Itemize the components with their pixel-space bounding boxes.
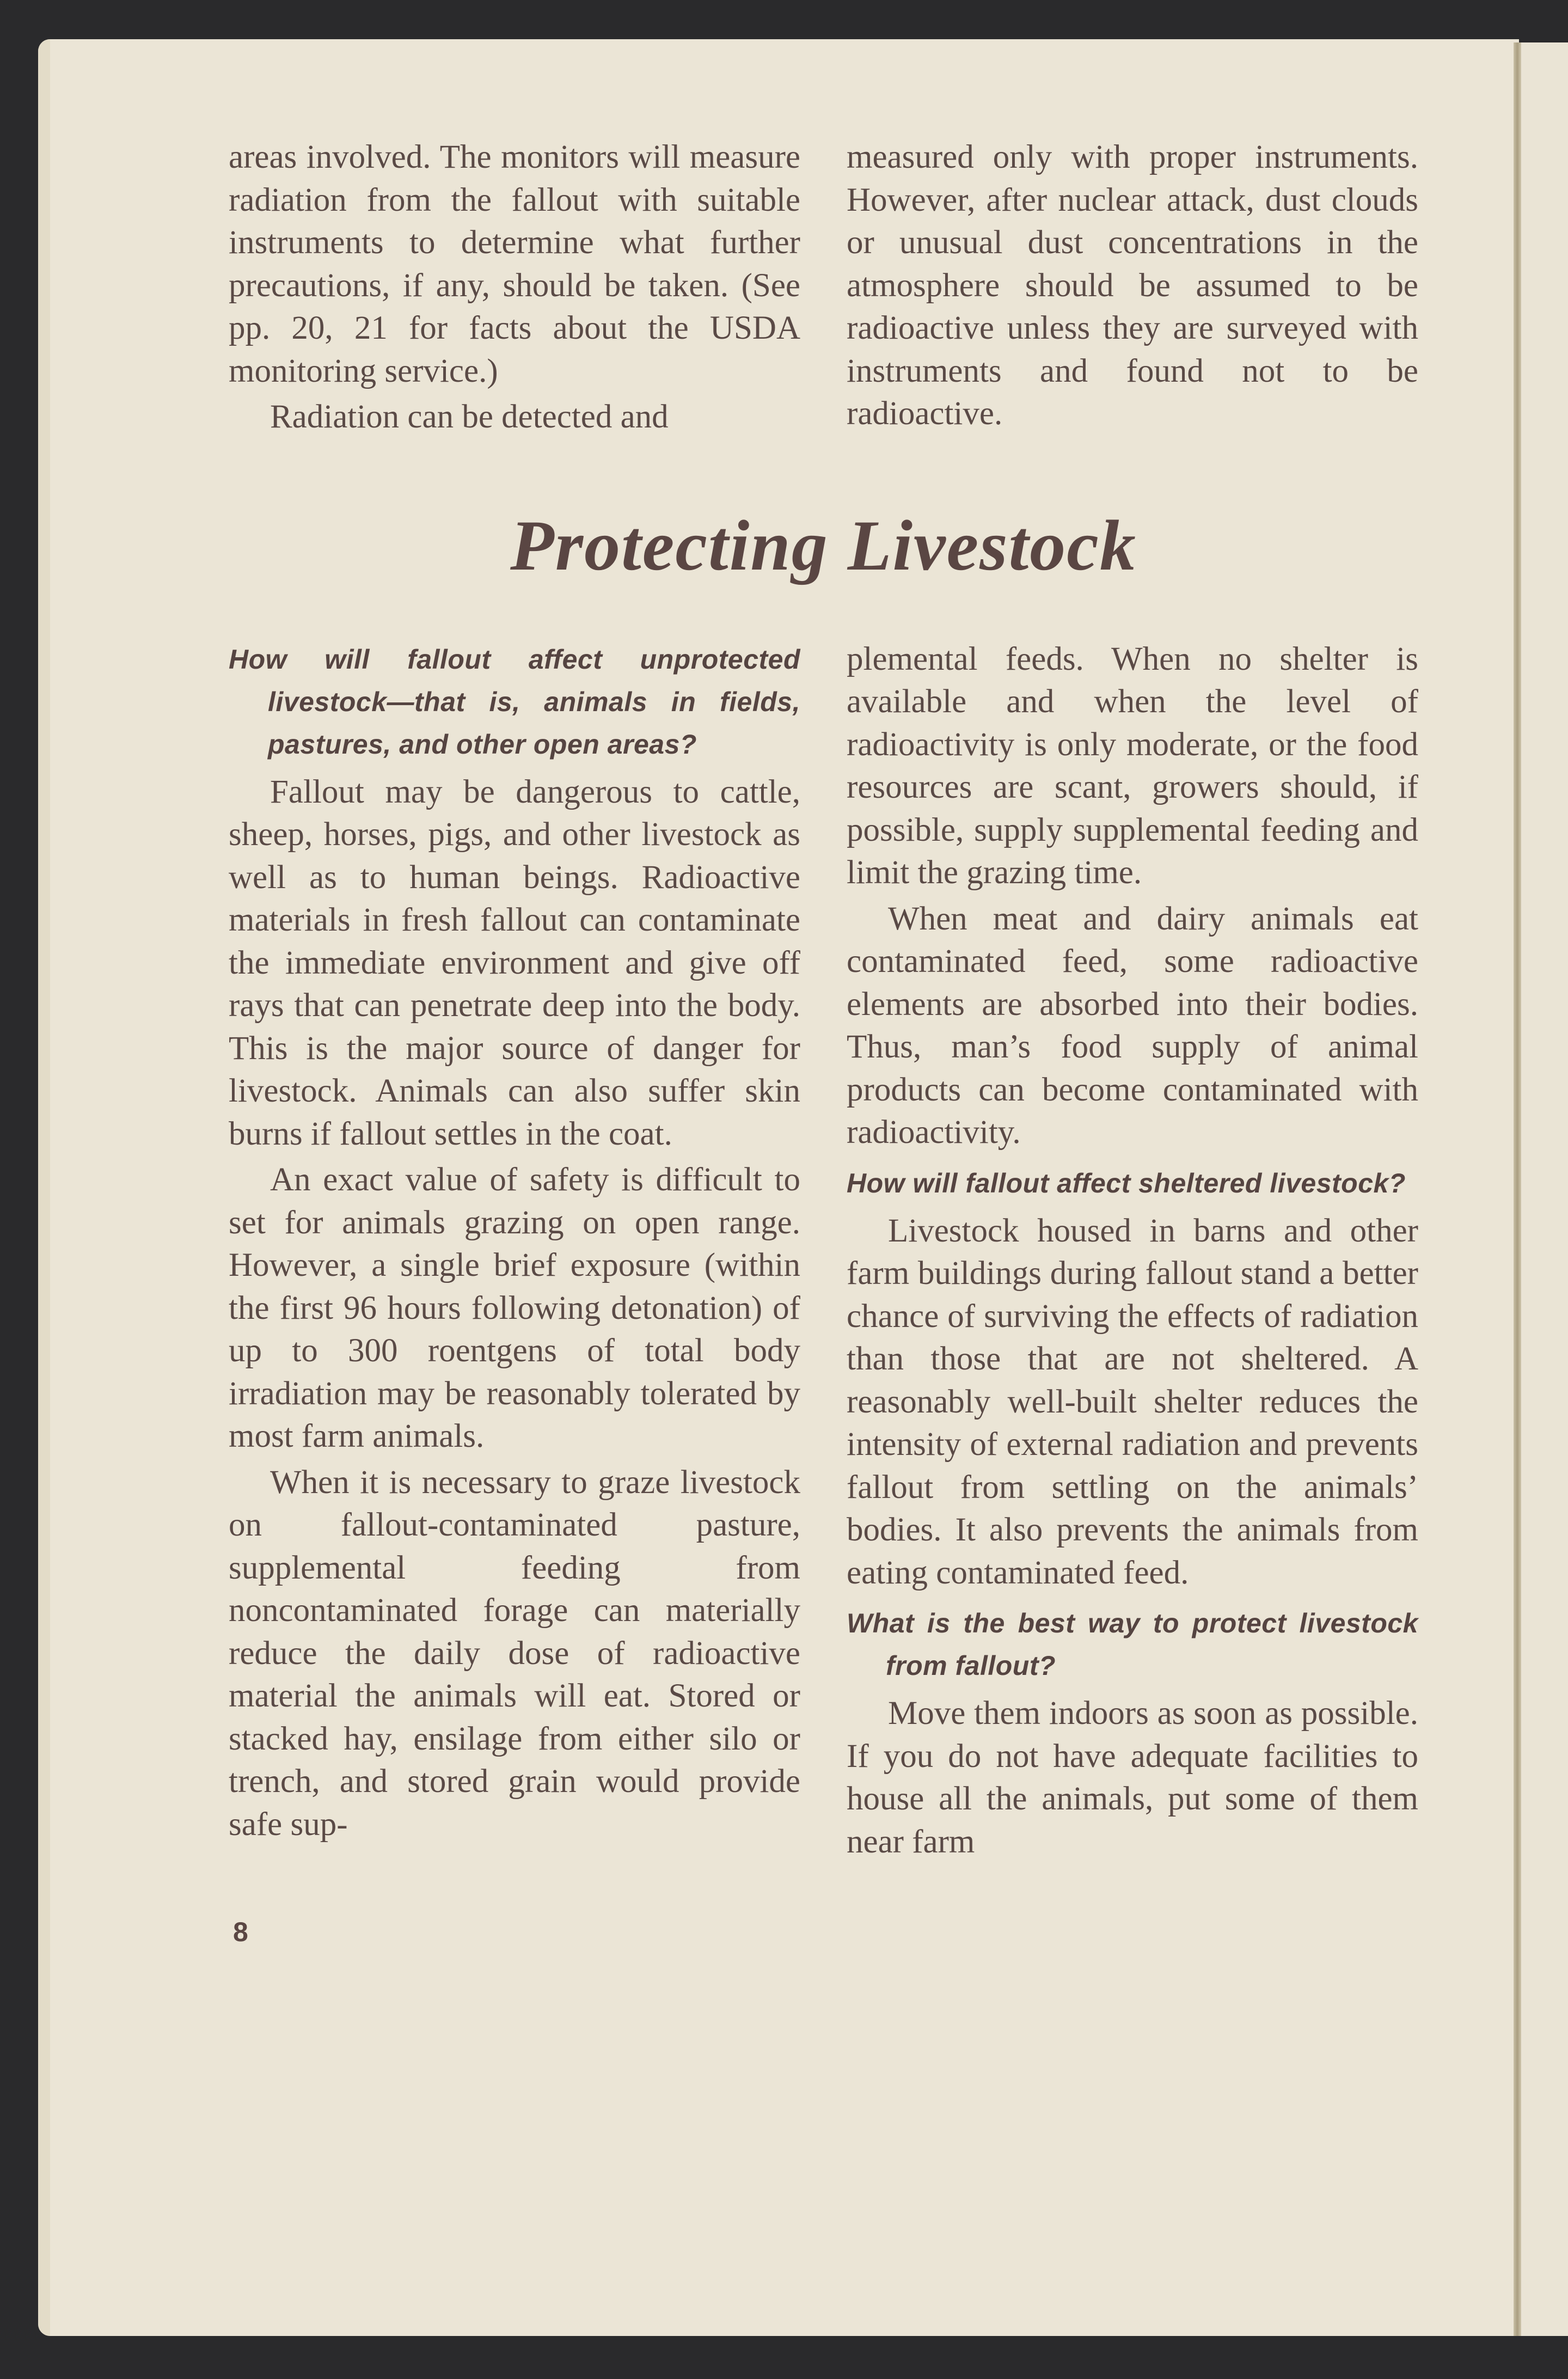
adjacent-page-strip	[1521, 42, 1568, 2336]
body-columns	[229, 638, 1418, 1867]
question-heading: What is the best way to protect livestock from fallout?	[847, 1608, 1418, 1681]
paragraph: measured only with proper instruments. However, after nuclear attack, dust clouds or unusual dust concentrations in the atmosphere should be assumed to be radioactive unless they are surveyed with instruments and found not to be radioactive.	[847, 139, 1418, 432]
section-title: Protecting Livestock	[510, 505, 1137, 585]
paragraph: Livestock housed in barns and other farm buildings during fallout stand a better chance of surviving the effects of radiation than those that are not sheltered. A reasonably well-built shelter reduces the intensity of external radiation and prevents fallout from settling on the animals’ bodies. It also prevents the animals from eating contaminated feed.	[847, 1212, 1418, 1591]
paragraph: When it is necessary to graze livestock on fallout-contaminated pasture, supplemental feeding from noncontaminated forage can materially reduce the daily dose of radioactive material the animals will eat. Stored or stacked hay, ensilage from either silo or trench, and stored grain would provide safe sup-	[229, 1464, 800, 1843]
top-left-column	[229, 136, 800, 442]
page-edge	[38, 39, 50, 2336]
top-columns	[229, 136, 1418, 442]
top-right-column	[847, 136, 1418, 439]
page-content	[229, 136, 1418, 1948]
question-heading: How will fallout affect sheltered livestock?	[847, 1167, 1406, 1198]
paragraph: plemental feeds. When no shelter is available and when the level of radioactivity is only moderate, or the food resources are scant, growers should, if possible, supply supplemental feeding and limit the grazing time.	[847, 640, 1418, 891]
question-heading: How will fallout affect unprotected livestock—that is, animals in fields, pastures, and other open areas?	[229, 644, 800, 760]
left-column	[229, 638, 800, 1850]
paragraph: When meat and dairy animals eat contaminated feed, some radioactive elements are absorbed into their bodies. Thus, man’s food supply of animal products can become contaminated with radioactivity.	[847, 900, 1418, 1151]
paragraph: areas involved. The monitors will measure radiation from the fallout with suitable instruments to determine what further precautions, if any, should be taken. (See pp. 20, 21 for facts about the USDA monitoring service.)	[229, 139, 800, 389]
paragraph: Move them indoors as soon as possible. If you do not have adequate facilities to house all the animals, put some of them near farm	[847, 1695, 1418, 1860]
paragraph: An exact value of safety is difficult to set for animals grazing on open range. However, a single brief exposure (within the first 96 hours following detonation) of up to 300 roentgens of total body irradiation may be reasonably tolerated by most farm animals.	[229, 1161, 800, 1454]
book-gutter	[1514, 42, 1521, 2336]
paragraph: Fallout may be dangerous to cattle, sheep, horses, pigs, and other livestock as well as to human beings. Radioactive materials in fresh fallout can contaminate the immediate environment and give off rays that can penetrate deep into the body. This is the major source of danger for livestock. Animals can also suffer skin burns if fallout settles in the coat.	[229, 773, 800, 1152]
page-number: 8	[233, 1917, 248, 1947]
paragraph: Radiation can be detected and	[270, 399, 669, 435]
right-column	[847, 638, 1418, 1867]
